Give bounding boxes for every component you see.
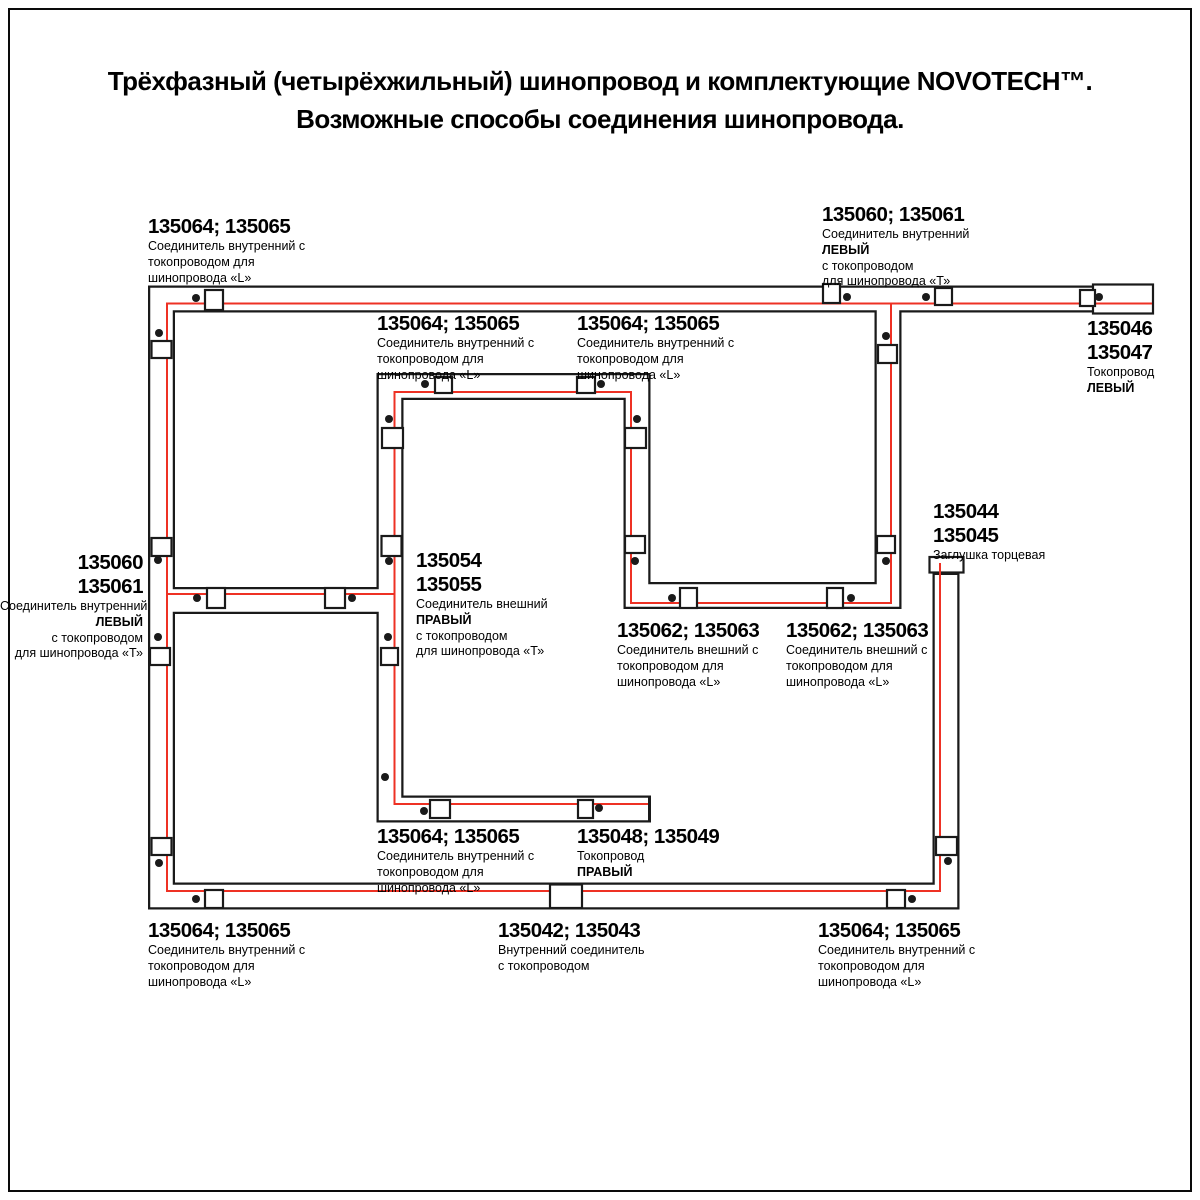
part-label-inner-connector-mid-right bbox=[577, 312, 734, 383]
part-label-end-cap bbox=[933, 500, 1045, 564]
part-code: 135042; 135043 bbox=[498, 919, 641, 942]
part-label-inner-connector-lower bbox=[377, 825, 534, 896]
part-desc: токопроводом для bbox=[148, 254, 255, 269]
connector-box bbox=[430, 800, 450, 818]
connector-box bbox=[935, 288, 952, 305]
part-desc: Соединитель внешний с bbox=[617, 643, 759, 657]
part-code: 135054 bbox=[416, 549, 482, 572]
part-code: 135046 bbox=[1087, 317, 1153, 340]
part-desc: токопроводом для bbox=[617, 658, 724, 673]
part-desc: для шинопровода «Т» bbox=[822, 274, 951, 289]
connector-box bbox=[382, 536, 402, 556]
connector-box bbox=[152, 838, 172, 855]
part-code: 135055 bbox=[416, 573, 482, 596]
part-label-inner-connector-bottom-right bbox=[818, 919, 975, 990]
connector-box bbox=[325, 588, 345, 608]
part-desc: для шинопровода «Т» bbox=[14, 646, 143, 661]
connector-box bbox=[1080, 290, 1095, 306]
part-desc: с токопроводом bbox=[822, 258, 914, 273]
part-desc: шинопровода «L» bbox=[377, 880, 481, 895]
part-desc: с токопроводом bbox=[416, 628, 508, 643]
part-code: 135064; 135065 bbox=[377, 312, 520, 335]
part-desc: шинопровода «L» bbox=[148, 270, 252, 285]
page-title-line1: Трёхфазный (четырёхжильный) шинопровод и комплектующие NOVOTECH™. bbox=[107, 66, 1093, 96]
part-code: 135064; 135065 bbox=[377, 825, 520, 848]
part-desc: Соединитель внутренний bbox=[0, 599, 148, 613]
part-code: 135061 bbox=[77, 575, 143, 598]
part-label-outer-t-connector-center bbox=[416, 549, 548, 660]
part-desc: токопроводом для bbox=[818, 958, 925, 973]
part-desc: токопроводом для bbox=[377, 351, 484, 366]
part-label-inner-connector-top-left bbox=[148, 215, 305, 286]
part-label-t-connector-top bbox=[822, 203, 969, 290]
part-desc: токопроводом для bbox=[786, 658, 893, 673]
part-code: 135064; 135065 bbox=[148, 919, 291, 942]
part-desc: Соединитель внутренний с bbox=[577, 336, 735, 350]
part-label-inner-connector-mid-left bbox=[377, 312, 534, 383]
page-title-line2: Возможные способы соединения шинопровода. bbox=[296, 104, 904, 134]
connector-box bbox=[625, 536, 645, 553]
part-desc: токопроводом для bbox=[377, 864, 484, 879]
part-desc: токопроводом для bbox=[577, 351, 684, 366]
part-code: 135047 bbox=[1087, 341, 1153, 364]
part-label-power-feed-left bbox=[1087, 317, 1154, 397]
track-network-core bbox=[162, 299, 1151, 896]
part-code: 135064; 135065 bbox=[577, 312, 720, 335]
connector-box bbox=[680, 588, 697, 608]
part-desc: шинопровода «L» bbox=[786, 674, 890, 689]
part-code: 135064; 135065 bbox=[818, 919, 961, 942]
connector-box bbox=[625, 428, 646, 448]
connector-box bbox=[578, 800, 593, 818]
part-desc: Соединитель внутренний с bbox=[377, 336, 535, 350]
part-code: 135062; 135063 bbox=[617, 619, 760, 642]
connector-box bbox=[878, 345, 897, 363]
part-desc: ЛЕВЫЙ bbox=[95, 614, 143, 629]
part-code: 135048; 135049 bbox=[577, 825, 720, 848]
connector-box bbox=[152, 538, 172, 556]
part-desc: ПРАВЫЙ bbox=[577, 864, 633, 879]
part-desc: Соединитель внешний с bbox=[786, 643, 928, 657]
part-desc: с токопроводом bbox=[498, 958, 590, 973]
part-label-outer-corner-right bbox=[786, 619, 928, 690]
part-desc: с токопроводом bbox=[51, 630, 143, 645]
part-desc: Соединитель внутренний с bbox=[148, 943, 306, 957]
connector-box bbox=[205, 290, 223, 310]
part-desc: Соединитель внутренний с bbox=[818, 943, 976, 957]
part-code: 135062; 135063 bbox=[786, 619, 929, 642]
connector-box bbox=[381, 648, 398, 665]
part-code: 135060; 135061 bbox=[822, 203, 965, 226]
part-code: 135064; 135065 bbox=[148, 215, 291, 238]
part-desc: Заглушка торцевая bbox=[933, 548, 1046, 562]
connector-box bbox=[936, 837, 957, 855]
connector-box bbox=[205, 890, 223, 908]
connector-box bbox=[152, 341, 172, 358]
part-desc: Соединитель внутренний bbox=[822, 227, 970, 241]
part-label-straight-connector-bottom bbox=[498, 919, 644, 975]
part-desc: шинопровода «L» bbox=[818, 974, 922, 989]
part-desc: Соединитель внутренний с bbox=[377, 849, 535, 863]
part-label-t-connector-left bbox=[0, 551, 148, 662]
part-label-outer-corner-left bbox=[617, 619, 759, 690]
connector-box bbox=[877, 536, 895, 553]
part-code: 135044 bbox=[933, 500, 999, 523]
part-desc: токопроводом для bbox=[148, 958, 255, 973]
part-desc: Токопровод bbox=[577, 849, 645, 863]
connector-box bbox=[827, 588, 843, 608]
connector-box bbox=[207, 588, 225, 608]
connector-box bbox=[382, 428, 403, 448]
part-desc: Токопровод bbox=[1087, 365, 1155, 379]
part-desc: Внутренний соединитель bbox=[498, 943, 645, 957]
part-desc: для шинопровода «Т» bbox=[416, 644, 545, 659]
part-desc: ЛЕВЫЙ bbox=[1087, 380, 1135, 395]
part-label-inner-connector-bottom-left bbox=[148, 919, 305, 990]
part-desc: шинопровода «L» bbox=[377, 367, 481, 382]
part-desc: ЛЕВЫЙ bbox=[822, 242, 870, 257]
part-code: 135060 bbox=[77, 551, 143, 574]
part-desc: шинопровода «L» bbox=[148, 974, 252, 989]
part-desc: шинопровода «L» bbox=[577, 367, 681, 382]
part-label-power-feed-right bbox=[577, 825, 719, 881]
straight-connector-box bbox=[550, 885, 582, 909]
connector-box bbox=[150, 648, 170, 665]
part-desc: ПРАВЫЙ bbox=[416, 612, 472, 627]
connector-box bbox=[887, 890, 905, 908]
part-desc: Соединитель внутренний с bbox=[148, 239, 306, 253]
part-desc: Соединитель внешний bbox=[416, 597, 548, 611]
part-desc: шинопровода «L» bbox=[617, 674, 721, 689]
part-code: 135045 bbox=[933, 524, 999, 547]
